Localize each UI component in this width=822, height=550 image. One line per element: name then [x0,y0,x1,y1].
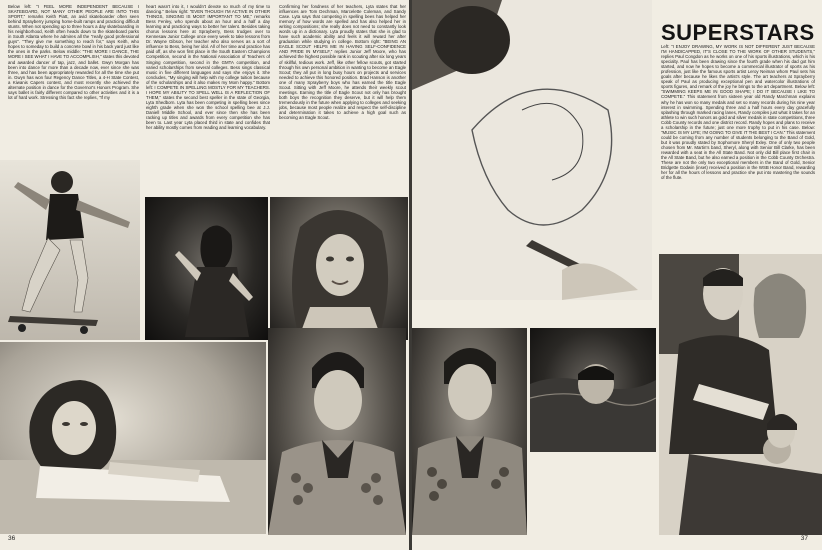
photo-eagle-scout-brad [412,328,527,535]
page-title: SUPERSTARS [661,20,815,45]
photo-eagle-scout-jeff [268,328,406,535]
page-number-left: 36 [8,535,16,542]
photo-speller [0,342,266,534]
photo-singer [270,197,408,340]
photo-dancer [145,197,268,340]
photo-skateboarder [0,160,140,340]
photo-swimmer [530,328,656,452]
left-text-column-3: Confirming her fondness of her teachers, Lyta states that her influences are Tom Dechman, Marcelette Coleman, and Sandy Case. Lyta says that competing in spelling bees has helped her memory of how words are spelled and has also helped her in writing compositions; she really does not need to constantly look words up in a dictionary. Lyta proudly states that she is glad to have such academic ability and feels it will reward her after graduation while studying in college. Bottom right: "BEING AN EAGLE SCOUT HELPS ME IN HAVING SELF-CONFIDENCE AND PRIDE IN MYSELF," replies Junior Jeff Moore, who has achieved the highest possible rank in scouting after six long years of skillful, tedious work. Jeff, like other fellow scouts, got started through his own personal ambition in wanting to become an Eagle Scout; they all put in long busy hours on projects and services needed to achieve this honored position. Brad Hanson is another one of many Sprayberry boys who has earned the title Eagle Scout. Sitting with Jeff Moore, he attends their weekly scout meetings. Earning the title of Eagle Scout not only has brought both boys the recognition they deserve, but it will help them tremendously in the future when applying to colleges and seeking jobs, because most people realize and respect the self-discipline and determination it takes to achieve a high goal such as becoming an Eagle Scout. [279,4,406,121]
right-text-column: Left: "I ENJOY DRAWING, MY WORK IS NOT DIFFERENT JUST BECAUSE I'M HANDICAPPED, IT'S CLOSE TO THE WORK OF OTHER STUDENTS," replies Paul Congdon as he works on one of his sports illustrations, which is his specialty. Paul has been drawing since the fourth grade when his dad got him started, and now he hopes to become a commercial illustrator of sports as his profession, just like the famous sports artist Leroy Neiman whom Paul sets his goals after because he likes the artist's style. The art teachers at Sprayberry speak of Paul as producing exceptional pen and watercolor illustrations of sports figures, and remark of the joy he brings to the art department. Below left: "SWIMMING KEEPS ME IN GOOD SHAPE; I DO IT BECAUSE I LIKE TO COMPETE." This statement from sixteen year old Randy Marchman explains why he has won so many medals and set so many records during his nine year interest in swimming. Spending three and a half hours every day gracefully splashing through marked racing lanes, Randy compiles just what it takes for an athlete to win such honors as gold and silver medals in state competitions, three Cobb County records and one district record. Randy hopes and plans to receive a scholarship in the future; just one more trophy to put in his case. Below: "MUSIC IS MY LIFE; I'M GOING TO GIVE IT THE BEST I CAN." This statement could be coming from any number of students belonging to the Band of Gold, but it was proudly stated by Sophomore Sheryl Exley. One of only two people chosen from Mr. Martin's band, Sheryl, along with Senior Bill Clarke, has been rewarded with a seat in the All State Band. Not only did Bill place first chair in the All State Band, but he also earned a position in the Cobb County Orchestra. These are not the only two exceptional members in the Band of Gold, Senior Bridgette Godwin (inset) received a position in the WSB Honor Band, rewarding her for all the hours of lessons and practice she put into mastering the sounds of the flute. [661,44,815,181]
left-text-column-1: Below left: "I FEEL MORE INDEPENDENT BECAUSE I SKATEBOARD, NOT MANY OTHER PEOPLE ARE INTO THIS SPORT," remarks Keith Piatt, an avid skateboarder often seen behind Sprayberry jumping home-built ramps and practicing difficult stunts. When not spending up to three hours a day skateboarding in his neighborhood, Keith often heads down to the skateboard parks in South Atlanta where he admires all the "really good professional guys". "They give me something to reach for," says Keith, who hopes to someday to build a concrete bowl in his back yard just like the ones in the parks. Below middle: "THE MORE I DANCE, THE MORE I SEE WHAT I HAVE TO ACCOMPLISH," states this devoted and awarded dancer of tap, jazz, and ballet. Gwyn Morgan has been into dance for more than a decade now, ever since she was three, and has been appropriately rewarded for all the time she put in. Gwyn has won four Regency Dance Titles, a 4-H State Contest, a Kiwanis Capers contest, and most recently she achieved the alternate position in dance for the Governor's Honors Program. She says ballet is fairly different compared to other activities and it is a lot of hard work. Stressing this fact she replies, "If my [8,4,139,100]
page-number-right: 37 [800,535,808,542]
photo-band-musicians [659,254,822,535]
right-page [412,0,822,550]
left-text-column-2: heart wasn't into it, I wouldn't devote so much of my time to dancing." Below right: "EVEN THOUGH I'M ACTIVE IN OTHER THINGS, SINGING IS MOST IMPORTANT TO ME," remarks Bess Fenley, who spends about an hour and a half a day learning and practicing ways to better her talent. Besides taking chorus lessons here at Sprayberry, Bess trudges over to Kennesaw Junior College once every week to take lessons from Dr. Wayne Gibson, her teacher who also serves as a sort of influence to Bess, being her idol. All of her time and practice has paid off, as she won first place in the South Eastern Champions Competition, second in the National Association of Teachers of Singing competition, second in the GMTA competition, and varied scholarships from several colleges. Bess sings classical music in five different languages and says she enjoys it. She concludes, "My singing will help with my college tuition because of the scholarships and it also makes my Mom happy." Bottom left: I COMPETE IN SPELLING MOSTLY FOR MY TEACHERS. I HOPE MY ABILITY TO SPELL WELL IS A REFLECTION OF THEM," states the second best speller in the state of Georgia, Lyta Shedborn. Lyta has been competing in spelling bees since eighth grade when she won the school spelling bee at J.J. Daniell Middle School, and ever since then she has been racking up titles and awards from every competition she has been to. Last year Lyta placed third in state and confides that her ability mostly comes from reading and learning vocabulary. [146,4,270,131]
photo-artist-drawing [412,0,652,300]
